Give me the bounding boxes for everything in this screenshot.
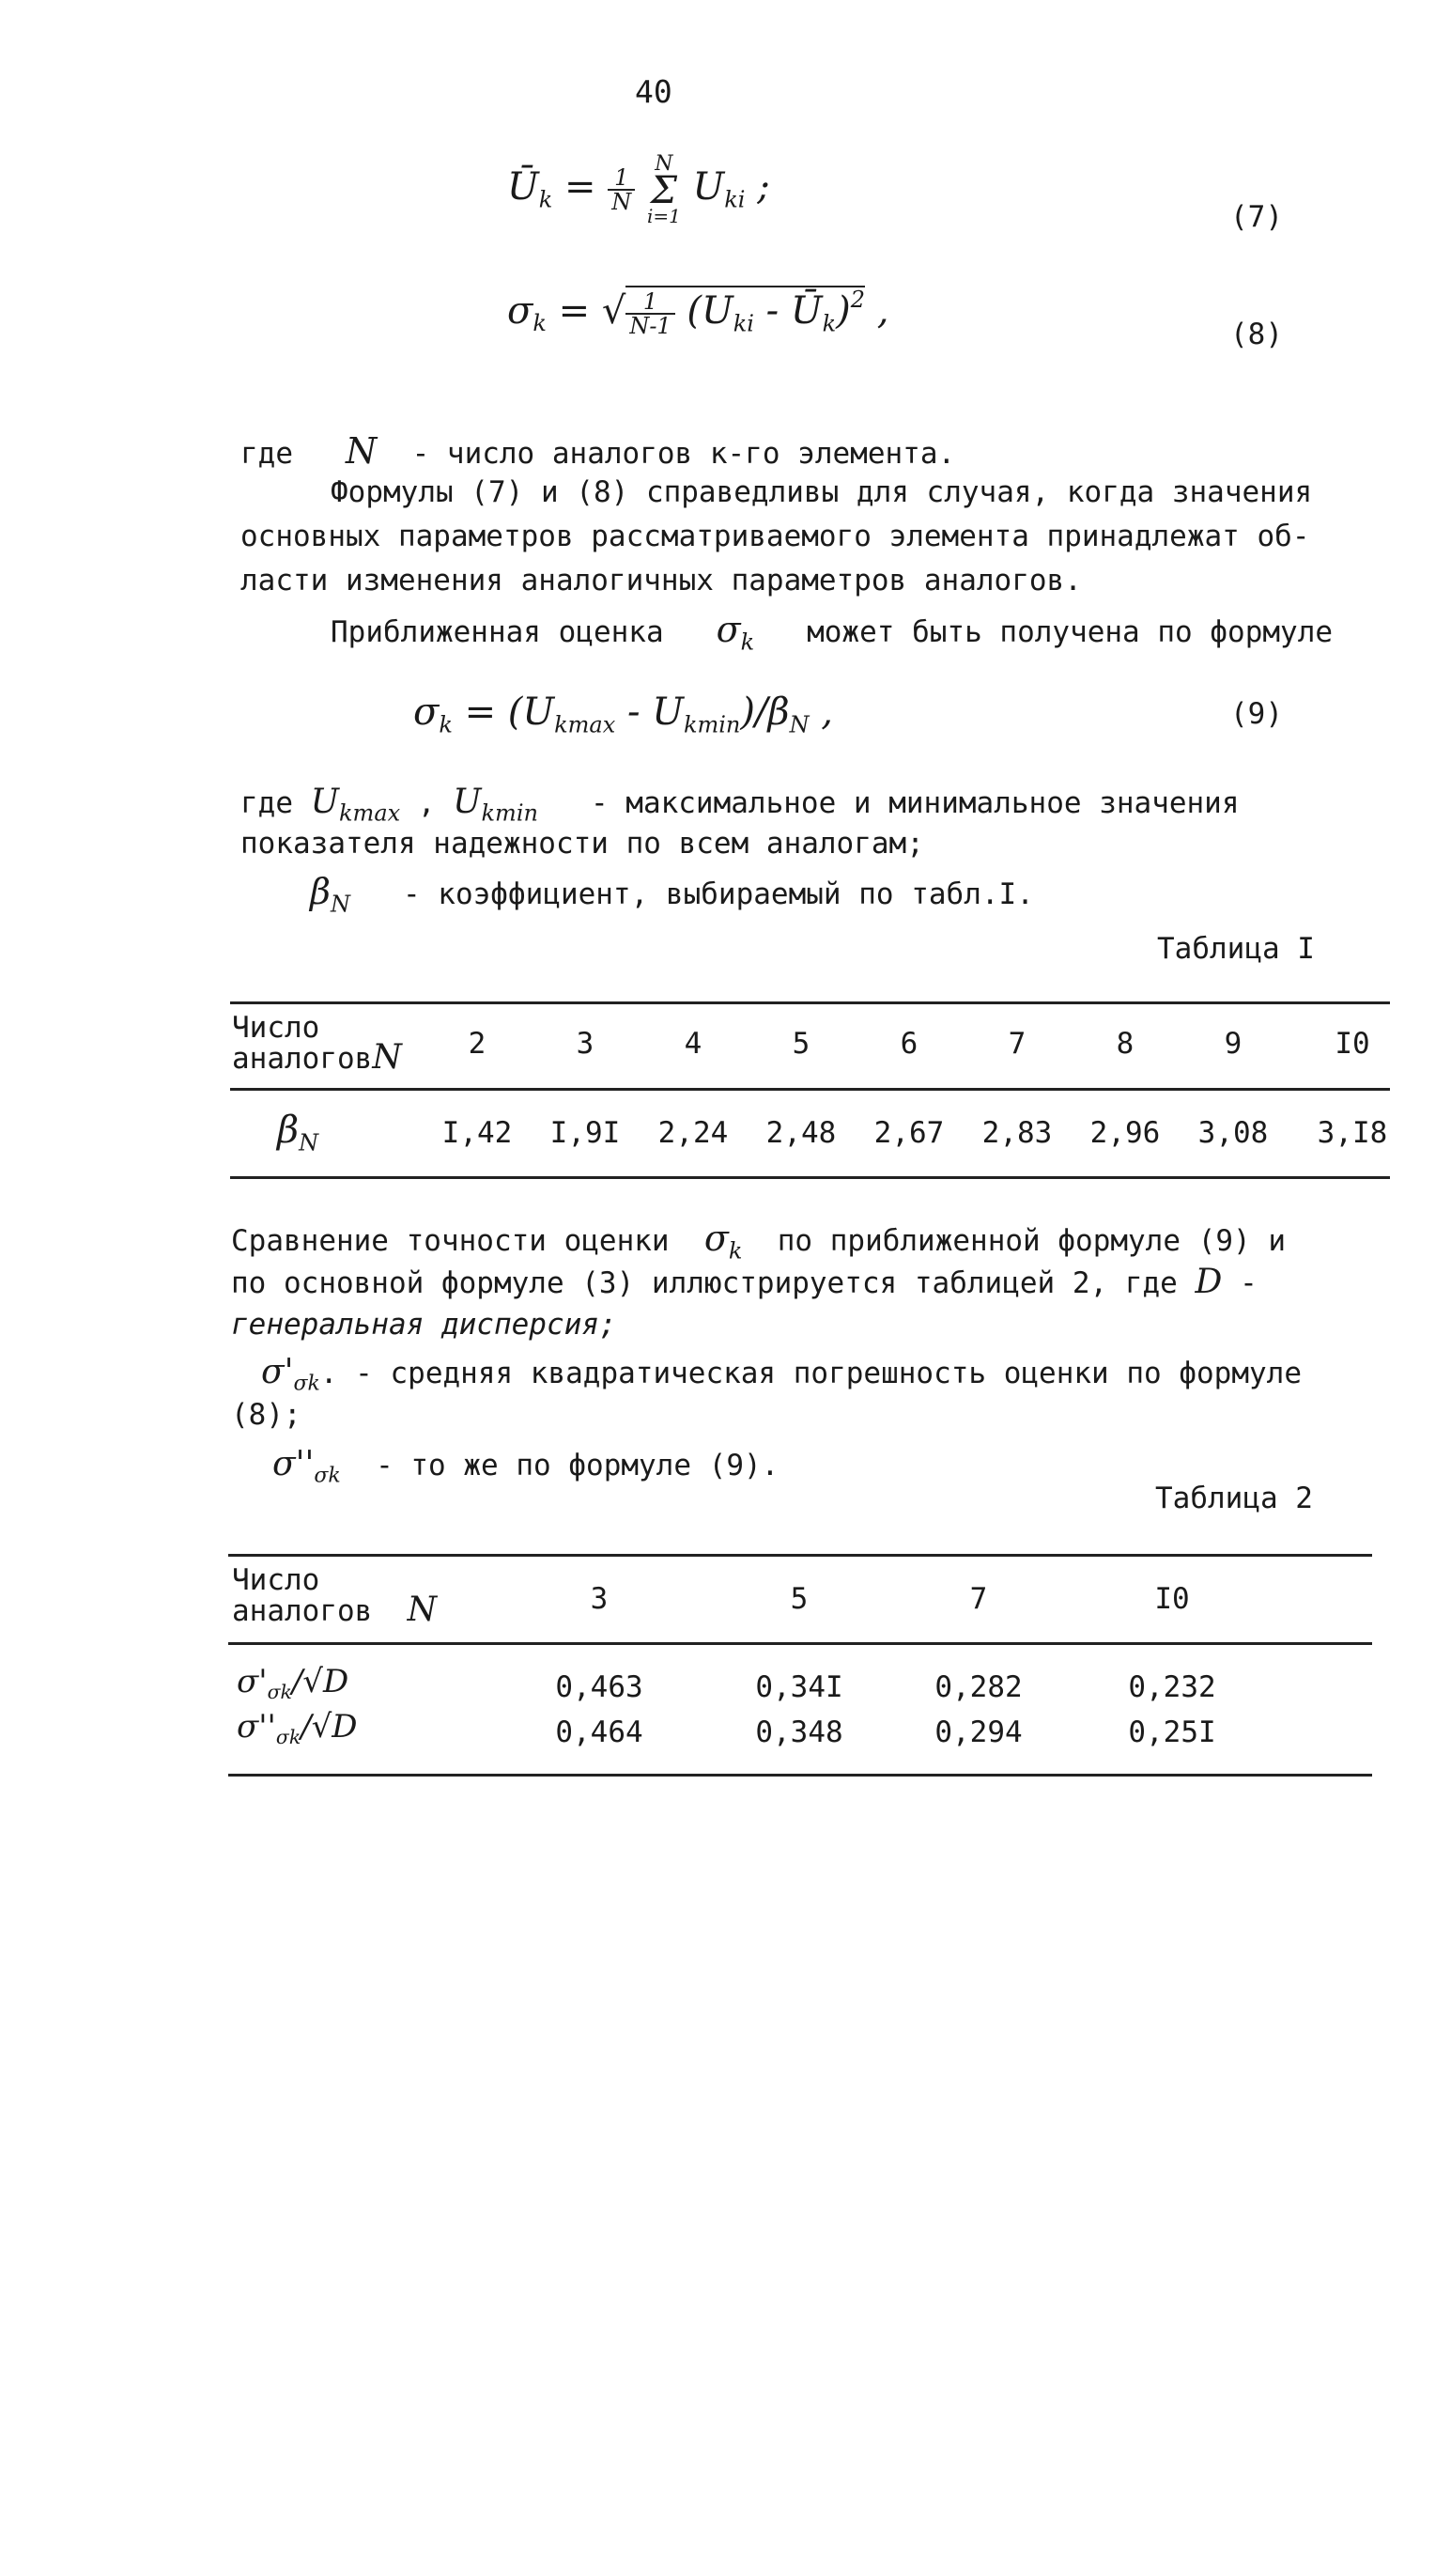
table-1-mid-rule [230, 1088, 1390, 1091]
table-1-header-cell: 3 [576, 1027, 594, 1061]
table-2-row-label: $\sigma'_{\sigma k}/√D$ [237, 1663, 349, 1704]
table-2-row-label: $\sigma''_{\sigma k}/√D$ [237, 1708, 358, 1749]
table-2-header-label: Число аналогов N [232, 1563, 438, 1629]
table-2-mid-rule [228, 1642, 1372, 1645]
table-2-value-cell: 0,282 [934, 1670, 1023, 1704]
table-2-value-cell: 0,34I [755, 1670, 843, 1704]
table-2-header-cell: 3 [590, 1582, 609, 1616]
table-1-header-cell: 2 [468, 1027, 486, 1061]
table-2-header-cell: 5 [790, 1582, 809, 1616]
table-1-header-cell: 5 [792, 1027, 810, 1061]
paragraph-3-line-2: по основной формуле (3) иллюстрируется таблицей 2, где D - [231, 1263, 1258, 1301]
table-2-bottom-rule [228, 1774, 1372, 1777]
equation-9: $\sigma_k = (U_{kmax} - U_{kmin})/\beta_N$ , [413, 691, 834, 738]
table-1-value-cell: 2,48 [765, 1116, 837, 1150]
beta-definition: $\beta_N$ - коэффициент, выбираемый по табл.I. [310, 871, 1034, 918]
table-1-value-cell: 2,24 [657, 1116, 729, 1150]
definition-sigma-prime-line-2: (8); [231, 1398, 301, 1432]
table-1-value-cell: 2,67 [873, 1116, 945, 1150]
equation-8-number: (8) [1230, 318, 1283, 351]
table-1-bottom-rule [230, 1176, 1390, 1179]
where-n-line: где N - число аналогов к-го элемента. [240, 430, 956, 472]
table-2-value-cell: 0,232 [1128, 1670, 1216, 1704]
equation-8: $\sigma_k$ = √ $\frac{1}{N-1}$ ($U_{ki}$ - $Ū_k)^2$ , [507, 287, 889, 339]
equation-7: $Ū_k$ = $\frac{1}{N}$ N Σ i=1 $U_{ki}$ ; [507, 152, 770, 227]
table-1-header-label: Число аналоговN [232, 1011, 402, 1077]
where-u-line: где $U_{kmax}$ , $U_{kmin}$ - максимальное и минимальное значения [240, 783, 1240, 827]
paragraph-3-line-1: Сравнение точности оценки $\sigma_k$ по приближенной формуле (9) и [231, 1218, 1286, 1265]
table-2-value-cell: 0,294 [934, 1715, 1023, 1749]
table-2-top-rule [228, 1554, 1372, 1557]
paragraph-1-line-2: основных параметров рассматриваемого элемента принадлежат об- [240, 520, 1310, 553]
table-1-row-label: $\beta_N$ [277, 1109, 319, 1156]
definition-sigma-prime: $\sigma'_{\sigma k}$. - средняя квадратическая погрешность оценки по формуле [261, 1353, 1303, 1396]
table-1-header-cell: 6 [900, 1027, 918, 1061]
table-2-value-cell: 0,464 [555, 1715, 643, 1749]
page-number: 40 [635, 73, 672, 110]
table-2-value-cell: 0,463 [555, 1670, 643, 1704]
table-1-caption: Таблица I [1157, 932, 1315, 966]
table-1-header-cell: 7 [1008, 1027, 1027, 1061]
table-2-header-cell: 7 [969, 1582, 988, 1616]
table-1-header-cell: 8 [1116, 1027, 1135, 1061]
table-2-header-cell: I0 [1154, 1582, 1190, 1616]
table-1-value-cell: 2,96 [1089, 1116, 1161, 1150]
table-1-header-cell: 4 [684, 1027, 702, 1061]
where-u-line-2: показателя надежности по всем аналогам; [240, 827, 924, 861]
table-2-value-cell: 0,348 [755, 1715, 843, 1749]
table-2-value-cell: 0,25I [1128, 1715, 1216, 1749]
paragraph-1-line-1: Формулы (7) и (8) справедливы для случая, когда значения [331, 475, 1313, 509]
table-1-value-cell: I,9I [549, 1116, 621, 1150]
table-1-value-cell: I,42 [441, 1116, 513, 1150]
table-2-caption: Таблица 2 [1155, 1482, 1313, 1515]
table-1-value-cell: 3,08 [1197, 1116, 1269, 1150]
table-1-value-cell: 2,83 [981, 1116, 1053, 1150]
table-1-header-cell: I0 [1335, 1027, 1370, 1061]
paragraph-1-line-3: ласти изменения аналогичных параметров аналогов. [240, 564, 1082, 597]
paragraph-2: Приближенная оценка $\sigma_k$ может быть получена по формуле [331, 609, 1334, 656]
equation-9-number: (9) [1230, 697, 1283, 731]
table-1-header-cell: 9 [1224, 1027, 1243, 1061]
equation-7-number: (7) [1230, 200, 1283, 234]
paragraph-3-line-3: генеральная дисперсия; [231, 1308, 617, 1342]
definition-sigma-double-prime: $\sigma''_{\sigma k}$ - то же по формуле (9). [272, 1445, 780, 1488]
table-1-top-rule [230, 1001, 1390, 1004]
table-1-value-cell: 3,I8 [1317, 1116, 1388, 1150]
